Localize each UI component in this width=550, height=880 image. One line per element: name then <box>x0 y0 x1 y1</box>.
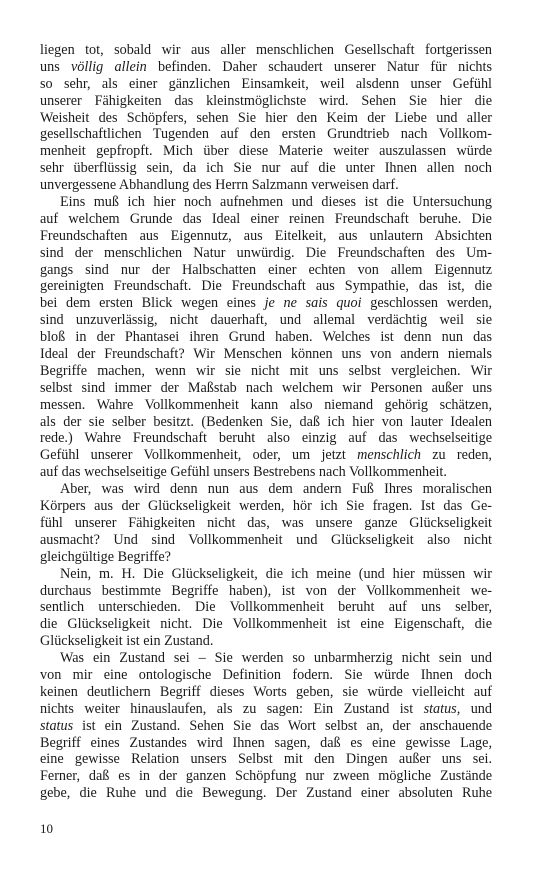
text-segment: bei dem ersten Blick wegen eines <box>40 295 265 312</box>
text-line <box>40 295 492 312</box>
text-line <box>40 211 492 228</box>
text-line <box>40 430 492 447</box>
italic-phrase: völlig allein <box>70 58 147 75</box>
text-segment: Glückseligkeit ist ein Zustand. <box>40 633 214 650</box>
text-segment: die Glückseligkeit nicht. Die Vollkommenheit ist eine Eigenschaft, die <box>40 616 492 633</box>
text-line <box>40 363 492 380</box>
text-segment: ausmacht? Und sind Vollkommenheit und Glückseligkeit also nicht <box>40 531 492 548</box>
text-line <box>40 42 492 59</box>
text-segment: ist ein Zustand. Sehen Sie das Wort selbst an, der anschauende <box>73 717 492 734</box>
text-line <box>40 464 492 481</box>
text-segment: menheit gepfropft. Mich über diese Materie weiter auszulassen würde <box>40 143 492 160</box>
text-segment: Was ein Zustand sei – Sie werden so unbarmherzig nicht sein und <box>60 650 492 667</box>
text-segment: Gefühl unserer Vollkommenheit, oder, um jetzt <box>40 447 358 464</box>
text-line <box>40 616 492 633</box>
text-line <box>40 228 492 245</box>
text-line <box>40 447 492 464</box>
text-segment: Weisheit des Schöpfers, sehen Sie hier den Keim der Liebe und aller <box>40 109 492 126</box>
italic-phrase: je ne sais quoi <box>264 295 362 312</box>
text-line <box>40 481 492 498</box>
text-segment: sind unzuverlässig, nicht dauerhaft, und allemal verdächtig weil sie <box>40 312 492 329</box>
text-line <box>40 262 492 279</box>
text-segment: so sehr, als einer gänzlichen Einsamkeit, weil alsdenn unser Gefühl <box>40 75 492 92</box>
text-line <box>40 650 492 667</box>
text-line <box>40 329 492 346</box>
text-line <box>40 599 492 616</box>
text-segment: sentlich unterschieden. Die Vollkommenheit beruht auf uns selber, <box>40 599 492 616</box>
text-segment: selbst sind immer der Maßstab nach welchem wir Personen außer uns <box>40 379 492 396</box>
text-line <box>40 633 492 650</box>
text-segment: gangs sind nur der Halbschatten einer echten von allem Eigennutz <box>40 261 492 278</box>
text-segment: gleichgültige Begriffe? <box>40 548 171 565</box>
text-segment: keinen deutlichern Begriff dieses Worts geben, sie würde vielleicht auf <box>40 683 492 700</box>
text-line <box>40 566 492 583</box>
text-line <box>40 110 492 127</box>
text-line <box>40 718 492 735</box>
text-line <box>40 160 492 177</box>
page-number: 10 <box>40 821 53 836</box>
text-segment: befinden. Daher schaudert unserer Natur für nichts <box>146 58 492 75</box>
text-line <box>40 59 492 76</box>
text-line <box>40 414 492 431</box>
text-segment: uns <box>40 58 71 75</box>
text-segment: Freundschaften aus Eigennutz, aus Eitelkeit, aus unlautern Absichten <box>40 227 492 244</box>
italic-phrase: menschlich <box>357 447 421 464</box>
text-line <box>40 751 492 768</box>
text-segment: sind der menschlichen Natur unwürdig. Die Freundschaften des Um- <box>40 244 492 261</box>
text-segment: bloß in der Phantasei ihren Grund haben. Welches ist denn nun das <box>40 329 492 346</box>
text-line <box>40 76 492 93</box>
text-segment: auf welchem Grunde das Ideal einer reinen Freundschaft beruhe. Die <box>40 210 492 227</box>
text-segment: von mir eine ontologische Definition fodern. Sie würde Ihnen doch <box>40 666 492 683</box>
text-line <box>40 143 492 160</box>
text-segment: messen. Wahre Vollkommenheit kann also niemand gehörig schätzen, <box>40 396 492 413</box>
text-segment: Körpers aus der Glückseligkeit werden, hör ich Sie fragen. Ist das Ge- <box>40 498 492 515</box>
text-line <box>40 768 492 785</box>
text-line <box>40 278 492 295</box>
text-segment: geschlossen werden, <box>361 295 492 312</box>
text-segment: nichts weiter hinauslaufen, als zu sagen: Ein Zustand ist <box>40 700 424 717</box>
text-line <box>40 93 492 110</box>
text-line <box>40 346 492 363</box>
italic-phrase: status <box>40 717 74 734</box>
text-line <box>40 583 492 600</box>
text-segment: durchaus bestimmte Begriffe haben), ist von der Vollkommenheit we- <box>40 582 492 599</box>
text-segment: sehr überflüssig sein, da ich Sie nur auf die unter Ihnen allen noch <box>40 160 492 177</box>
text-segment: und <box>460 700 492 717</box>
body-text <box>40 42 492 802</box>
text-segment: liegen tot, sobald wir aus aller menschlichen Gesellschaft fortgerissen <box>40 42 492 58</box>
italic-phrase: status, <box>423 700 461 717</box>
text-line <box>40 126 492 143</box>
text-line <box>40 735 492 752</box>
text-line <box>40 667 492 684</box>
text-segment: als der sie selber besitzt. (Bedenken Sie, daß ich hier von lauter Idealen <box>40 413 492 430</box>
text-segment: zu reden, <box>420 447 492 464</box>
text-segment: unvergessene Abhandlung des Herrn Salzmann verweisen darf. <box>40 177 399 194</box>
text-line <box>40 684 492 701</box>
text-segment: Nein, m. H. Die Glückseligkeit, die ich meine (und hier müssen wir <box>60 565 492 582</box>
text-line <box>40 245 492 262</box>
text-segment: fühl unserer Fähigkeiten nicht das, was unsere ganze Glückseligkeit <box>40 514 492 531</box>
text-line <box>40 194 492 211</box>
text-segment: Aber, was wird denn nun aus dem andern Fuß Ihres moralischen <box>60 481 492 498</box>
text-segment: Eins muß ich hier noch aufnehmen und dieses ist die Untersuchung <box>60 194 492 211</box>
text-line <box>40 785 492 802</box>
text-segment: Begriffe machen, wenn wir sie nicht mit uns selbst vergleichen. Wir <box>40 362 492 379</box>
text-line <box>40 177 492 194</box>
text-line <box>40 312 492 329</box>
text-segment: Ideal der Freundschaft? Wir Menschen können uns von andern niemals <box>40 346 492 363</box>
text-line <box>40 701 492 718</box>
text-segment: gesellschaftlichen Tugenden auf den ersten Grundtrieb nach Vollkom- <box>40 126 492 143</box>
text-line <box>40 515 492 532</box>
text-segment: eine gewisse Relation unsers Selbst mit den Dingen außer uns sei. <box>40 751 492 768</box>
text-segment: Begriff eines Zustandes wird Ihnen sagen, daß es eine gewisse Lage, <box>40 734 492 751</box>
text-line <box>40 380 492 397</box>
text-line <box>40 498 492 515</box>
text-line <box>40 532 492 549</box>
text-segment: gebe, die Ruhe und die Bewegung. Der Zustand einer absoluten Ruhe <box>40 785 492 802</box>
text-segment: Ferner, daß es in der ganzen Schöpfung nur zween mögliche Zustände <box>40 768 492 785</box>
text-segment: auf das wechselseitige Gefühl unsers Bestrebens nach Vollkommenheit. <box>40 464 447 481</box>
text-line <box>40 549 492 566</box>
text-segment: unserer Fähigkeiten das kleinstmöglichste wird. Sehen Sie hier die <box>40 92 492 109</box>
text-segment: gereinigten Freundschaft. Die Freundschaft aus Sympathie, das ist, die <box>40 278 492 295</box>
text-line <box>40 397 492 414</box>
text-segment: rede.) Wahre Freundschaft beruht also einzig auf das wechselseitige <box>40 430 492 447</box>
